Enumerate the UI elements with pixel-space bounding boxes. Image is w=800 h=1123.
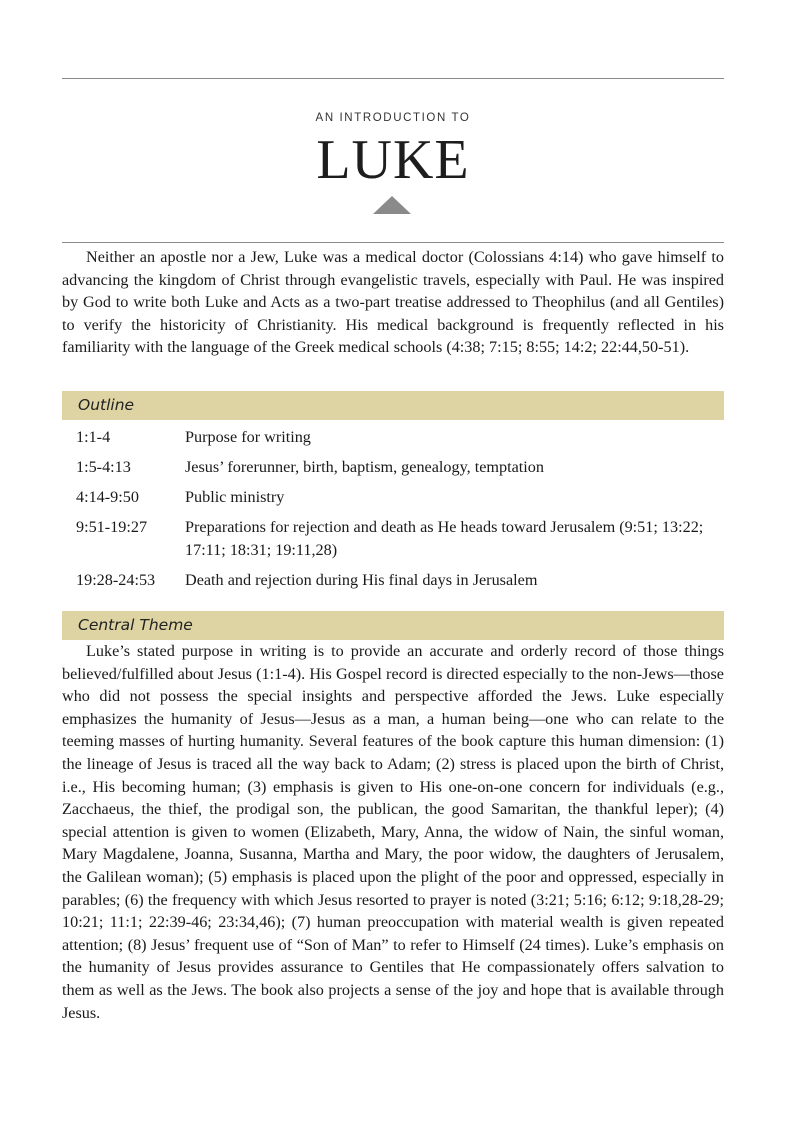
outline-desc: Purpose for writing	[185, 428, 311, 446]
header-divider	[62, 242, 724, 243]
outline-row	[76, 426, 724, 449]
central-theme-paragraph: Luke’s stated purpose in writing is to provide an accurate and orderly record of those things believed/fulfilled about Jesus (1:1-4). His Gospel record is directed especially to the non-Jews—those who did not possess the special insights and perspective afforded the Jews. Luke especially emphasizes the humanity of Jesus—Jesus as a man, a human being—one who can relate to the teeming masses of hurting humanity. Several features of the book capture this human dimension: (1) the lineage of Jesus is traced all the way back to Adam; (2) stress is placed upon the birth of Christ, i.e., His becoming human; (3) emphasis is given to His one-on-one concern for individuals (e.g., Zacchaeus, the thief, the prodigal son, the publican, the good Samaritan, the thankful leper); (4) special attention is given to women (Elizabeth, Mary, Anna, the widow of Nain, the sinful woman, Mary Magdalene, Joanna, Susanna, Martha and Mary, the poor widow, the daughters of Jerusalem, the Galilean woman); (5) emphasis is placed upon the plight of the poor and oppressed, especially in parables; (6) the frequency with which Jesus resorted to prayer is noted (3:21; 5:16; 6:12; 9:18,28-29; 10:21; 11:1; 22:39-46; 23:34,46); (7) human preoccupation with material wealth is given repeated attention; (8) Jesus’ frequent use of “Son of Man” to refer to Himself (24 times). Luke’s emphasis on the humanity of Jesus provides assurance to Gentiles that He compassionately offers salvation to them as well as the Jews. The book also projects a sense of the joy and hope that is available through Jesus.	[62, 642, 724, 1022]
outline-ref: 19:28-24:53	[76, 570, 156, 589]
outline-desc: Death and rejection during His final days in Jerusalem	[185, 570, 538, 589]
outline-row	[76, 516, 724, 561]
outline-ref: 4:14-9:50	[76, 488, 139, 507]
book-title: LUKE	[316, 129, 470, 191]
outline-list	[76, 426, 724, 599]
outline-ref: 1:5-4:13	[76, 458, 131, 477]
outline-row	[76, 486, 724, 509]
outline-desc: Preparations for rejection and death as He heads toward Jerusalem (9:51; 13:22; 17:11; 18:31; 19:11,28)	[185, 518, 704, 559]
outline-ref: 9:51-19:27	[76, 518, 148, 537]
triangle-ornament-icon	[373, 196, 411, 214]
intro-paragraph: Neither an apostle nor a Jew, Luke was a medical doctor (Colossians 4:14) who gave himself to advancing the kingdom of Christ through evangelistic travels, especially with Paul. He was inspired by God to write both Luke and Acts as a two-part treatise addressed to Theophilus (and all Gentiles) to verify the historicity of Christianity. His medical background is frequently reflected in his familiarity with the language of the Greek medical schools (4:38; 7:15; 8:55; 14:2; 22:44,50-51).	[62, 248, 724, 357]
central-theme-heading: Central Theme	[62, 611, 724, 640]
outline-desc: Public ministry	[185, 488, 285, 507]
outline-desc: Jesus’ forerunner, birth, baptism, genealogy, temptation	[185, 458, 544, 477]
outline-heading: Outline	[62, 391, 724, 420]
outline-ref: 1:1-4	[76, 428, 111, 446]
top-rule	[62, 78, 724, 79]
outline-row	[76, 569, 724, 592]
title-kicker: AN INTRODUCTION TO	[315, 112, 471, 124]
outline-row	[76, 456, 724, 479]
